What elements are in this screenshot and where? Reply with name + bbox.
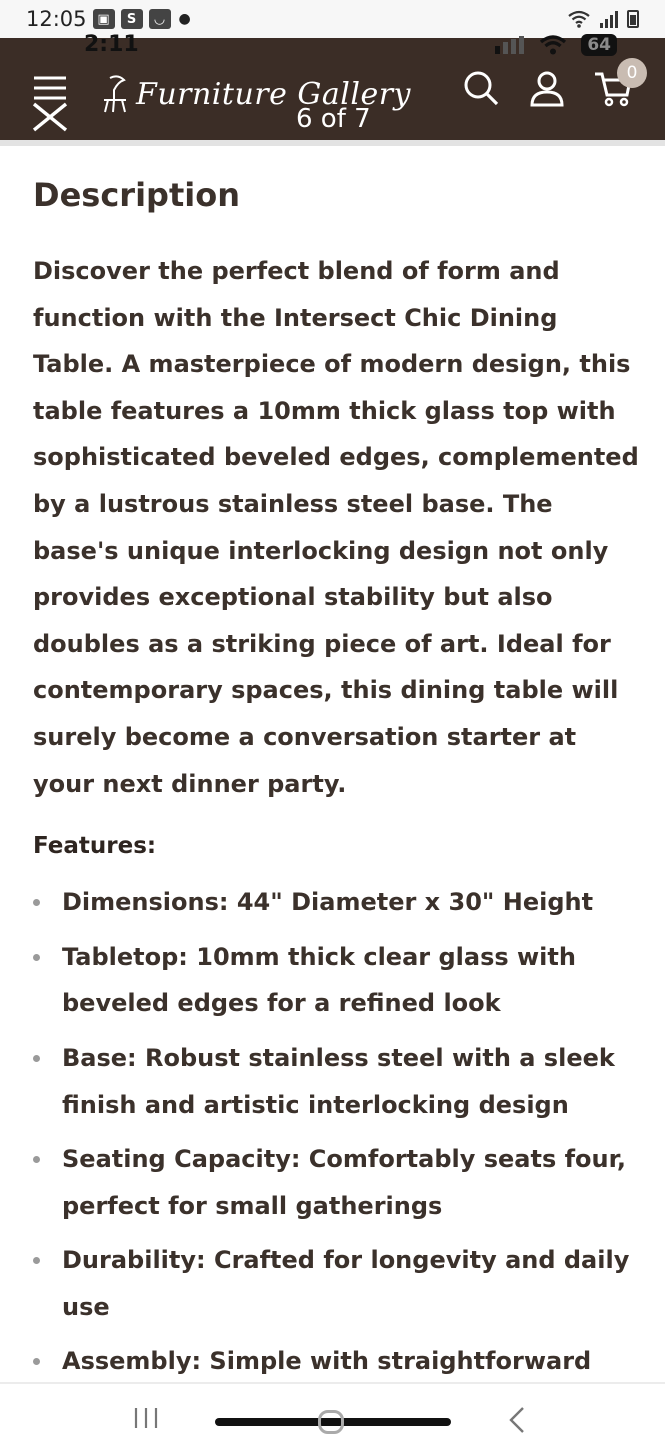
inner-wifi-icon [539,35,567,55]
feature-item-dimensions [33,879,641,926]
inner-battery: 64 [581,34,617,56]
description-body: Discover the perfect blend of form and function with the Intersect Chic Dining Table. A masterpiece of modern design, this table features a 10mm thick glass top with sophisticated beveled edges, complemented by a lustrous stainless steel base. The base's unique interlocking design not only provides exceptional stability but also doubles as a striking piece of art. Ideal for contemporary spaces, this dining table will surely become a conversation starter at your next dinner party. [33,257,639,798]
header-actions [461,63,638,108]
feature-item-tabletop [33,934,641,1027]
search-icon [461,68,501,108]
system-navigation-bar [0,1382,665,1440]
feature-text: Dimensions: 44" Diameter x 30" Height [62,888,594,917]
feature-item-base [33,1035,641,1128]
wifi-icon [567,10,591,28]
feature-text: Seating Capacity: Comfortably seats four, perfect for small gatherings [62,1145,627,1220]
inner-status-bar [0,32,665,60]
product-description-section [33,176,641,1440]
bullet-icon [33,1156,40,1163]
feature-text: Tabletop: 10mm thick clear glass with beveled edges for a refined look [62,942,576,1018]
search-button[interactable] [461,68,501,108]
slide-counter: 6 of 7 [296,104,371,134]
bullet-icon [33,1358,40,1365]
inner-status-time: 2:11 [84,32,139,57]
features-heading: Features: [33,833,157,860]
status-right [567,10,639,28]
bullet-icon [33,1257,40,1264]
status-left [26,7,191,31]
user-icon [527,68,567,108]
features-list [33,879,641,1432]
feature-text: Durability: Crafted for longevity and daily use [62,1246,630,1321]
gallery-notification-icon: ▣ [93,9,115,29]
chair-logo-icon [100,74,130,114]
cart-button[interactable] [593,63,638,108]
cart-count-badge: 0 [617,58,647,88]
feature-item-seating [33,1136,641,1229]
recents-button[interactable] [133,1406,159,1434]
menu-close-button[interactable] [30,72,70,132]
more-notifications-icon: ● [178,11,191,27]
account-button[interactable] [527,68,567,108]
description-heading: Description [33,176,240,214]
back-icon [508,1406,526,1434]
bullet-icon [33,899,40,906]
brand-name: Furniture Gallery [136,76,411,112]
status-time: 12:05 [26,7,87,31]
signal-icon [599,10,619,28]
back-button[interactable] [508,1406,526,1438]
inner-signal-icon [493,36,525,54]
app-notification-icon: ◡ [149,9,171,29]
inner-status-right [493,34,617,56]
feature-text: Assembly: Simple with straightforward [62,1347,592,1376]
feature-item-durability [33,1237,641,1330]
feature-text: Base: Robust stainless steel with a sleek finish and artistic interlocking design [62,1043,615,1119]
menu-icon [30,72,70,132]
site-header [0,32,665,140]
bullet-icon [33,954,40,961]
home-button[interactable] [318,1410,344,1434]
bullet-icon [33,1055,40,1062]
s-notification-icon: S [121,9,143,29]
recents-icon [133,1406,159,1430]
battery-icon [627,10,639,28]
header-divider [0,140,665,146]
